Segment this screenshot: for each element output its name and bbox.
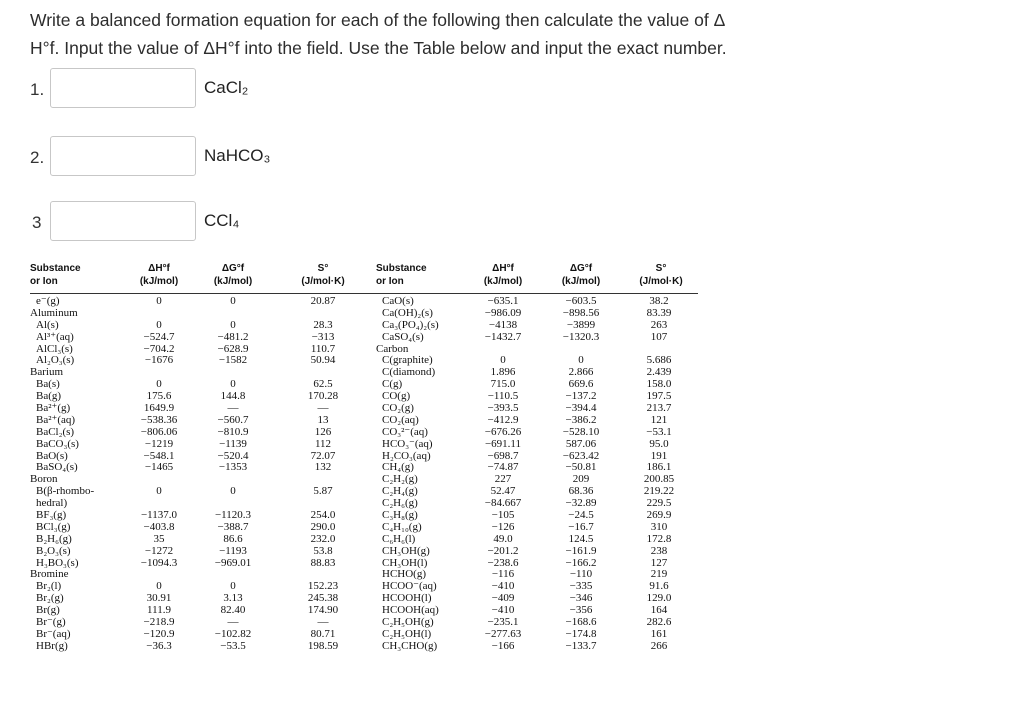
left-s-column <box>298 296 348 653</box>
table-cell-left-substance: Bromine <box>30 568 69 581</box>
table-cell-right-s: 91.6 <box>649 580 669 593</box>
compound-label: NaHCO₃ <box>204 146 271 165</box>
table-cell-left-dh: 0 <box>156 485 162 498</box>
table-cell-right-substance: Ca(OH)₂(s) <box>382 306 433 319</box>
table-cell-left-substance: Al(s) <box>36 318 59 331</box>
table-cell-right-dh: 49.0 <box>493 532 513 545</box>
table-cell-right-dg: −1320.3 <box>562 330 600 343</box>
table-cell-left-dh: −548.1 <box>143 449 175 462</box>
table-cell-left-substance: AlCl₃(s) <box>36 342 73 355</box>
prompt-line-2: H°f. Input the value of ΔH°f into the field. Use the Table below and input the exact number. <box>30 38 727 58</box>
header-substance-left: Substance or Ion <box>30 263 81 287</box>
table-cell-right-substance: CO₂(aq) <box>382 413 419 426</box>
table-cell-right-s: 2.439 <box>646 366 672 379</box>
table-cell-left-dh: 1649.9 <box>143 402 175 415</box>
table-cell-left-dg: −810.9 <box>217 425 249 438</box>
table-cell-right-dg: −603.5 <box>565 295 597 307</box>
table-cell-left-dh: −1465 <box>144 461 174 474</box>
table-cell-left-dg: 82.40 <box>220 604 246 617</box>
compound-label: CCl₄ <box>204 211 240 230</box>
table-cell-left-substance: H₃BO₃(s) <box>36 556 79 569</box>
table-cell-right-dg: −32.89 <box>565 497 597 510</box>
table-cell-left-dh: 0 <box>156 378 162 391</box>
table-cell-right-substance: C₆H₆(l) <box>382 532 416 545</box>
table-cell-right-dg: 0 <box>578 354 584 367</box>
table-cell-right-s: 219 <box>650 568 668 581</box>
table-cell-right-substance: C(graphite) <box>382 354 433 367</box>
table-cell-left-dh: 0 <box>156 580 162 593</box>
table-cell-left-dh: −1219 <box>144 437 174 450</box>
right-substance-column <box>376 296 480 653</box>
table-cell-left-substance: Br₂(l) <box>36 580 62 593</box>
table-cell-right-dh: −410 <box>491 604 515 617</box>
table-cell-right-s: 186.1 <box>646 461 672 474</box>
table-cell-right-dh: −116 <box>491 568 515 581</box>
header-s-left: S° (J/mol·K) <box>301 263 345 287</box>
table-cell-right-dg: −356 <box>569 604 593 617</box>
table-cell-left-dh: −806.06 <box>140 425 178 438</box>
table-cell-left-dg: 144.8 <box>220 390 246 403</box>
answer-input-2[interactable] <box>50 136 196 176</box>
table-cell-right-substance: CaSO₄(s) <box>382 330 424 343</box>
table-cell-right-s: 200.85 <box>643 473 675 486</box>
table-cell-right-dg: −166.2 <box>565 556 597 569</box>
table-cell-left-dg: −1139 <box>219 437 247 450</box>
table-cell-left-s: 170.28 <box>307 390 339 403</box>
table-cell-right-dh: −1432.7 <box>484 330 522 343</box>
table-cell-right-substance: CO(g) <box>382 390 411 403</box>
table-cell-right-dh: −410 <box>491 580 515 593</box>
table-cell-left-s: 112 <box>314 437 332 450</box>
table-cell-right-substance: HCO₃⁻(aq) <box>382 437 433 450</box>
table-cell-right-s: 158.0 <box>646 378 672 391</box>
table-cell-left-dg: −969.01 <box>214 556 252 569</box>
table-cell-right-s: 161 <box>650 627 668 640</box>
table-cell-left-dg: 0 <box>230 485 236 498</box>
table-cell-left-dg: — <box>227 616 239 629</box>
question-number: 1. <box>30 80 45 99</box>
table-cell-right-dh: −635.1 <box>487 295 519 307</box>
table-cell-left-dg: −1193 <box>219 544 247 557</box>
table-cell-right-substance: C₂H₄(g) <box>382 485 418 498</box>
table-cell-right-dh: −84.667 <box>484 497 522 510</box>
right-dh-column <box>478 296 528 653</box>
table-cell-left-substance: B₂H₆(g) <box>36 532 72 545</box>
table-cell-right-substance: C₃H₈(g) <box>382 509 418 522</box>
table-cell-left-substance: Barium <box>30 366 63 379</box>
table-cell-left-dh <box>136 308 182 320</box>
table-cell-right-dg: −528.10 <box>562 425 600 438</box>
table-cell-left-substance: Ba²⁺(g) <box>36 402 71 415</box>
table-cell-right-substance: C(diamond) <box>382 366 436 379</box>
table-cell-left-dg: −481.2 <box>217 330 249 343</box>
table-cell-left-substance: BaCO₃(s) <box>36 437 79 450</box>
table-cell-left-substance: Br(g) <box>36 604 60 617</box>
table-cell-right-s: 282.6 <box>646 616 672 629</box>
table-cell-left-s: 152.23 <box>307 580 339 593</box>
table-cell-left-s: 62.5 <box>313 378 333 391</box>
table-cell-left-s: 126 <box>314 425 332 438</box>
table-cell-right-dg: −50.81 <box>565 461 597 474</box>
header-s-right: S° (J/mol·K) <box>639 263 683 287</box>
table-cell-left-substance: Al₂O₃(s) <box>36 354 75 367</box>
table-cell-right-dg: 209 <box>572 473 590 486</box>
table-cell-right-dh: −691.11 <box>484 437 522 450</box>
question-prompt <box>30 6 1010 62</box>
table-cell-left-dh: 0 <box>156 295 162 307</box>
table-cell-right-dg: 124.5 <box>568 532 594 545</box>
thermo-data-table <box>30 262 698 726</box>
answer-input-1[interactable] <box>50 68 196 108</box>
table-cell-left-s: 198.59 <box>307 639 339 652</box>
table-cell-right-substance: C₂H₂(g) <box>382 473 418 486</box>
table-cell-right-dg: −898.56 <box>562 306 600 319</box>
table-cell-right-substance: C(g) <box>382 378 403 391</box>
table-cell-right-dh: −238.6 <box>487 556 519 569</box>
left-dh-column <box>136 296 182 653</box>
table-cell-left-s: 88.83 <box>310 556 336 569</box>
table-cell-right-substance: CO₃²⁻(aq) <box>382 425 428 438</box>
table-cell-right-dg: −110 <box>569 568 593 581</box>
table-cell-right-dg: 587.06 <box>565 437 597 450</box>
table-cell-left-substance: Br⁻(g) <box>36 616 66 629</box>
table-cell-right-s: −53.1 <box>646 425 672 438</box>
table-cell-left-dg: −520.4 <box>217 449 249 462</box>
table-cell-left-dg: −1353 <box>218 461 248 474</box>
table-cell-right-s: 310 <box>650 520 668 533</box>
table-cell-right-dg: −394.4 <box>565 402 597 415</box>
table-cell-left-dh: 30.91 <box>146 592 172 605</box>
table-cell-right-substance: CH₄(g) <box>382 461 414 474</box>
table-cell-right-s: 229.5 <box>646 497 672 510</box>
table-cell-left-substance: HBr(g) <box>36 639 68 652</box>
table-cell-right-substance: Carbon <box>376 342 409 355</box>
header-substance-right: Substance or Ion <box>376 263 427 287</box>
table-cell-right-dh: 0 <box>500 354 506 367</box>
table-cell-left-substance: B(β-rhombo- <box>36 485 95 498</box>
table-cell-left-s: 174.90 <box>307 604 339 617</box>
table-cell-left-dg: −102.82 <box>214 627 252 640</box>
table-cell-right-substance: CaO(s) <box>382 295 414 307</box>
table-cell-left-s: 20.87 <box>310 295 336 307</box>
table-cell-left-dg: −1582 <box>218 354 248 367</box>
table-cell-left-dg: −388.7 <box>217 520 249 533</box>
table-cell-right-dh: −126 <box>491 520 515 533</box>
table-cell-left-substance: e⁻(g) <box>36 295 60 307</box>
table-cell-right-s: 5.686 <box>646 354 672 367</box>
table-cell-left-dh: −1094.3 <box>140 556 178 569</box>
table-cell-right-dg: −346 <box>569 592 593 605</box>
compound-label: CaCl₂ <box>204 78 249 97</box>
table-cell-right-s: 266 <box>650 639 668 652</box>
table-cell-right-substance: CH₃CHO(g) <box>382 639 438 652</box>
table-cell-left-substance: Br₂(g) <box>36 592 64 605</box>
table-cell-right-substance: CO₂(g) <box>382 402 414 415</box>
table-cell-left-s: −313 <box>311 330 335 343</box>
table-cell-right-dg: −335 <box>569 580 593 593</box>
table-cell-left-dg: −1120.3 <box>214 509 252 522</box>
table-cell-right-substance: H₂CO₃(aq) <box>382 449 431 462</box>
header-dg-left: ΔG°f (kJ/mol) <box>213 263 253 287</box>
table-cell-right-dh: −412.9 <box>487 413 519 426</box>
header-dg-right: ΔG°f (kJ/mol) <box>561 263 601 287</box>
table-cell-left-substance: Al³⁺(aq) <box>36 330 74 343</box>
table-cell-right-s: 219.22 <box>643 485 675 498</box>
table-cell-right-s: 269.9 <box>646 509 672 522</box>
right-dg-column <box>556 296 606 653</box>
table-cell-left-substance: Aluminum <box>30 306 78 319</box>
table-cell-right-dh: 227 <box>494 473 512 486</box>
table-cell-left-dh: −1137.0 <box>140 509 178 522</box>
table-cell-right-s: 197.5 <box>646 390 672 403</box>
table-cell-left-dg: — <box>227 402 239 415</box>
table-cell-right-substance: HCHO(g) <box>382 568 426 581</box>
table-cell-left-dh: −36.3 <box>146 639 172 652</box>
table-cell-left-substance: Ba(s) <box>36 378 60 391</box>
left-dg-column <box>210 296 256 653</box>
table-cell-right-substance: C₂H₅OH(l) <box>382 627 432 640</box>
table-cell-left-s: — <box>317 616 329 629</box>
table-cell-left-s: 72.07 <box>310 449 336 462</box>
table-cell-right-dh: −393.5 <box>487 402 519 415</box>
question-number: 2. <box>30 148 45 167</box>
table-cell-right-dh: −74.87 <box>487 461 519 474</box>
table-cell-right-s: 164 <box>650 604 668 617</box>
table-cell-right-dg: −133.7 <box>565 639 597 652</box>
table-cell-right-s: 127 <box>650 556 668 569</box>
table-cell-right-s: 172.8 <box>646 532 672 545</box>
table-cell-left-dg: 0 <box>230 580 236 593</box>
header-dh-right: ΔH°f (kJ/mol) <box>483 263 523 287</box>
table-cell-right-dh: −986.09 <box>484 306 522 319</box>
table-cell-left-substance: BaSO₄(s) <box>36 461 78 474</box>
table-cell-left-s: — <box>317 402 329 415</box>
table-cell-right-substance: CH₃OH(l) <box>382 556 428 569</box>
table-cell-left-dh: −218.9 <box>143 616 175 629</box>
table-cell-right-dh: −201.2 <box>487 544 519 557</box>
table-cell-left-dg: 86.6 <box>223 532 243 545</box>
table-cell-right-substance: C₄H₁₀(g) <box>382 520 422 533</box>
table-cell-left-substance: BCl₃(g) <box>36 520 71 533</box>
table-cell-right-dh: 52.47 <box>490 485 516 498</box>
table-cell-right-dg: −24.5 <box>568 509 594 522</box>
table-cell-right-dg: −386.2 <box>565 413 597 426</box>
table-cell-right-s: 238 <box>650 544 668 557</box>
table-cell-left-dh: −1676 <box>144 354 174 367</box>
table-cell-right-dg: 669.6 <box>568 378 594 391</box>
table-cell-left-substance: hedral) <box>36 497 68 510</box>
table-cell-right-dg: −168.6 <box>565 616 597 629</box>
table-cell-left-s: 132 <box>314 461 332 474</box>
table-cell-right-dg: −3899 <box>566 318 596 331</box>
table-cell-right-dg: −161.9 <box>565 544 597 557</box>
table-cell-right-dh: −4138 <box>488 318 518 331</box>
table-cell-right-dh: −110.5 <box>487 390 519 403</box>
table-cell-right-dg: −174.8 <box>565 627 597 640</box>
table-cell-right-dh: −277.63 <box>484 627 522 640</box>
table-cell-right-dh: −235.1 <box>487 616 519 629</box>
table-cell-left-dh: −403.8 <box>143 520 175 533</box>
table-cell-left-substance: Ba²⁺(aq) <box>36 413 76 426</box>
table-cell-left-s: 13 <box>317 413 329 426</box>
table-cell-left-dh: 35 <box>153 532 165 545</box>
table-cell-left-dg: −53.5 <box>220 639 246 652</box>
table-cell-left-dh: −538.36 <box>140 413 178 426</box>
answer-input-3[interactable] <box>50 201 196 241</box>
table-cell-left-s: 110.7 <box>310 342 336 355</box>
table-cell-right-s: 213.7 <box>646 402 672 415</box>
table-cell-left-dh: −524.7 <box>143 330 175 343</box>
table-cell-right-substance: HCOO⁻(aq) <box>382 580 437 593</box>
table-cell-right-dh: −166 <box>491 639 515 652</box>
table-cell-left-dg: −628.9 <box>217 342 249 355</box>
table-cell-left-s: 50.94 <box>310 354 336 367</box>
table-cell-left-s <box>298 308 348 320</box>
table-cell-right-dh: −676.26 <box>484 425 522 438</box>
table-cell-left-dh: 175.6 <box>146 390 172 403</box>
table-cell-right-dg: 2.866 <box>568 366 594 379</box>
table-cell-left-dg: 0 <box>230 295 236 307</box>
table-cell-right-substance: CH₃OH(g) <box>382 544 430 557</box>
table-cell-right-dg: −16.7 <box>568 520 594 533</box>
table-cell-right-substance: C₂H₅OH(g) <box>382 616 434 629</box>
table-cell-right-s: 83.39 <box>646 306 672 319</box>
table-cell-left-dh: 0 <box>156 318 162 331</box>
table-cell-right-s: 38.2 <box>649 295 669 307</box>
table-cell-left-dg: −560.7 <box>217 413 249 426</box>
table-cell-right-dh: −698.7 <box>487 449 519 462</box>
table-cell-left-substance: BF₃(g) <box>36 509 67 522</box>
table-cell-left-s: 254.0 <box>310 509 336 522</box>
table-cell-left-s: 28.3 <box>313 318 333 331</box>
table-cell-left-s: 80.71 <box>310 627 336 640</box>
table-cell-left-substance: Ba(g) <box>36 390 62 403</box>
table-cell-right-dh: −409 <box>491 592 515 605</box>
table-cell-left-substance: Boron <box>30 473 58 486</box>
header-rule <box>30 293 698 294</box>
question-number: 3 <box>32 213 42 232</box>
table-cell-left-substance: B₂O₃(s) <box>36 544 71 557</box>
table-cell-right-dg: −137.2 <box>565 390 597 403</box>
table-cell-left-substance: Br⁻(aq) <box>36 627 71 640</box>
table-cell-left-dh: −120.9 <box>143 627 175 640</box>
table-cell-right-s: 263 <box>650 318 668 331</box>
table-cell-right-substance: Ca₃(PO₄)₂(s) <box>382 318 439 331</box>
prompt-line-1: Write a balanced formation equation for each of the following then calculate the value of Δ <box>30 10 726 30</box>
table-cell-right-s: 107 <box>650 330 668 343</box>
table-cell-left-s: 5.87 <box>313 485 333 498</box>
table-cell-right-s: 95.0 <box>649 437 669 450</box>
left-substance-column <box>30 296 134 653</box>
table-cell-right-s: 129.0 <box>646 592 672 605</box>
table-cell-left-dg <box>210 308 256 320</box>
table-cell-right-dh: −105 <box>491 509 515 522</box>
right-s-column <box>634 296 684 653</box>
table-cell-left-dg: 0 <box>230 318 236 331</box>
table-cell-left-substance: BaCl₂(s) <box>36 425 75 438</box>
table-cell-right-substance: HCOOH(aq) <box>382 604 439 617</box>
table-cell-left-dh: 111.9 <box>147 604 171 617</box>
table-cell-right-substance: C₂H₆(g) <box>382 497 418 510</box>
table-cell-right-dh: 715.0 <box>490 378 516 391</box>
table-cell-left-s: 53.8 <box>313 544 333 557</box>
table-cell-left-substance: BaO(s) <box>36 449 68 462</box>
table-cell-left-s: 290.0 <box>310 520 336 533</box>
table-cell-right-s: 121 <box>650 413 668 426</box>
table-cell-left-dh: −704.2 <box>143 342 175 355</box>
table-cell-left-dg: 0 <box>230 378 236 391</box>
table-cell-right-dh: 1.896 <box>490 366 516 379</box>
table-cell-right-s: 191 <box>650 449 668 462</box>
table-cell-left-s: 245.38 <box>307 592 339 605</box>
table-cell-right-substance: HCOOH(l) <box>382 592 432 605</box>
table-cell-right-dg: −623.42 <box>562 449 600 462</box>
table-cell-left-dg: 3.13 <box>223 592 243 605</box>
table-cell-right-dg: 68.36 <box>568 485 594 498</box>
header-dh-left: ΔH°f (kJ/mol) <box>139 263 179 287</box>
table-cell-left-dh: −1272 <box>144 544 174 557</box>
table-cell-left-s: 232.0 <box>310 532 336 545</box>
